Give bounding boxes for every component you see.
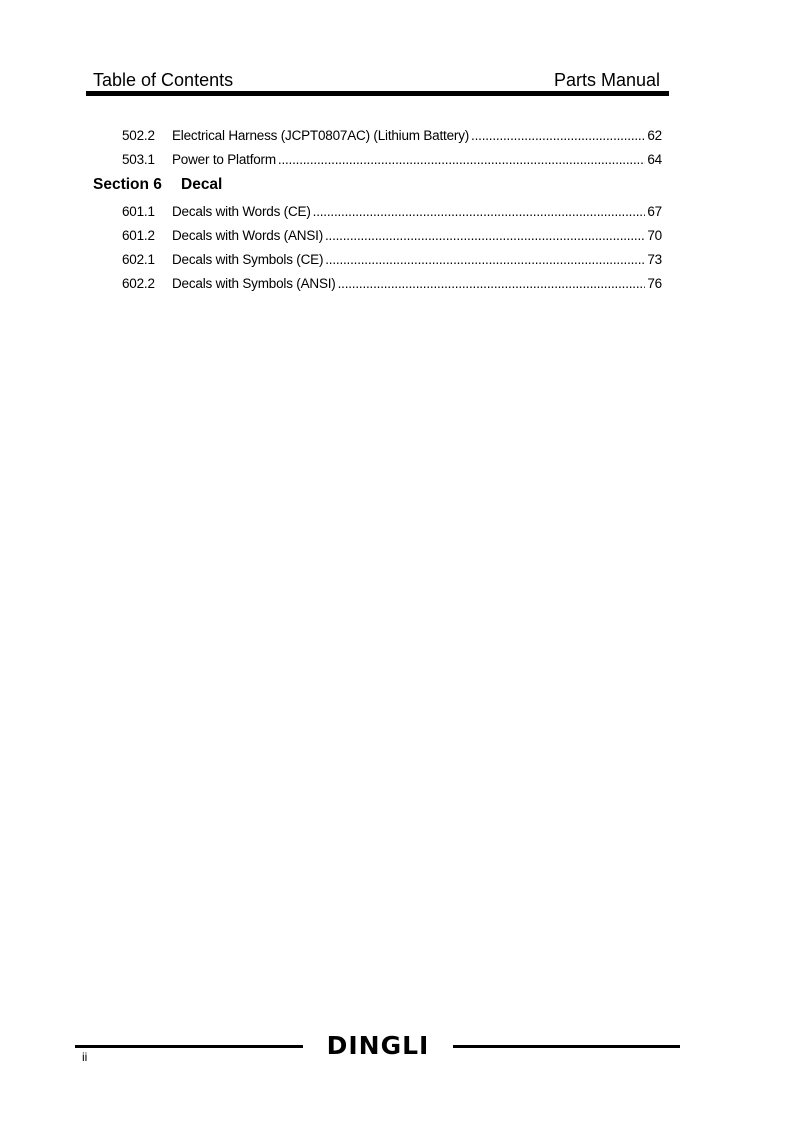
toc-entry[interactable] [93, 276, 662, 300]
toc-entry[interactable] [93, 152, 662, 176]
toc-entry-number: 503.1 [122, 152, 155, 167]
section-title: Decal [181, 176, 223, 193]
toc-entry-number: 601.2 [122, 228, 155, 243]
footer-rule-left [75, 1045, 303, 1048]
toc-entry-title: Decals with Symbols (CE) [172, 252, 324, 267]
header-manual-name: Parts Manual [553, 70, 660, 90]
toc-entry-page: 73 [647, 252, 662, 267]
brand-logo: DINGLI [326, 1031, 430, 1060]
toc-entry-page: 64 [647, 152, 662, 167]
toc-dot-leader [278, 152, 645, 167]
toc-dot-leader [325, 252, 645, 267]
page-header [93, 69, 660, 91]
toc-dot-leader [338, 276, 646, 291]
toc-entry-page: 76 [647, 276, 662, 291]
page-number: ii [82, 1050, 88, 1064]
toc-entry-title: Decals with Symbols (ANSI) [172, 276, 336, 291]
toc-entry[interactable] [93, 204, 662, 228]
toc-entry-page: 70 [647, 228, 662, 243]
toc-entry-number: 602.2 [122, 276, 155, 291]
header-title: Table of Contents [93, 70, 234, 90]
toc-section-heading[interactable] [93, 176, 662, 204]
toc-entry-title: Power to Platform [172, 152, 276, 167]
toc-entry-number: 502.2 [122, 128, 155, 143]
toc-entry[interactable] [93, 128, 662, 152]
toc-entry[interactable] [93, 252, 662, 276]
toc-entry[interactable] [93, 228, 662, 252]
toc-entry-title: Decals with Words (ANSI) [172, 228, 323, 243]
toc-entry-title: Electrical Harness (JCPT0807AC) (Lithium Battery) [172, 128, 470, 143]
toc-dot-leader [471, 128, 645, 143]
toc-entry-number: 602.1 [122, 252, 155, 267]
toc-entry-number: 601.1 [122, 204, 155, 219]
toc-dot-leader [325, 228, 645, 243]
toc-entry-page: 62 [647, 128, 662, 143]
footer-rule-right [453, 1045, 680, 1048]
section-label: Section 6 [93, 176, 162, 193]
toc-entry-page: 67 [647, 204, 662, 219]
table-of-contents [93, 128, 662, 300]
toc-dot-leader [313, 204, 646, 219]
header-rule [86, 91, 669, 96]
toc-entry-title: Decals with Words (CE) [172, 204, 311, 219]
